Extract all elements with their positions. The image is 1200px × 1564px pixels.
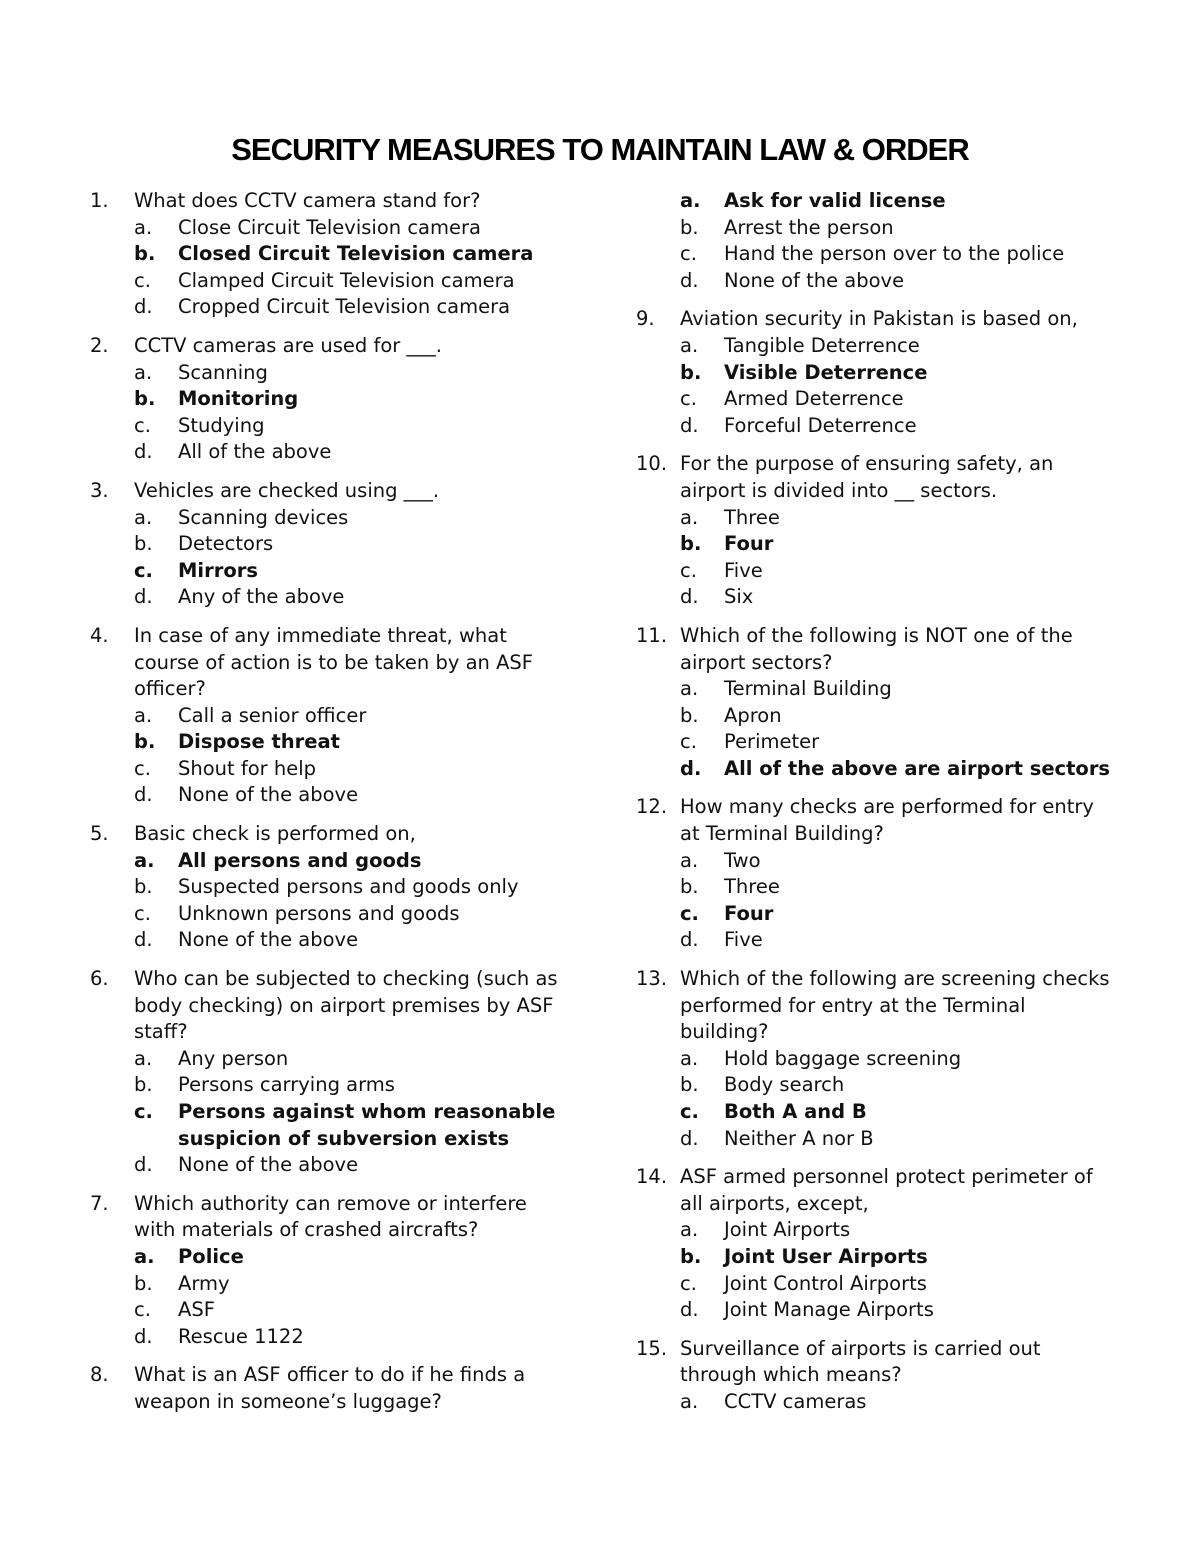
question-text: What is an ASF officer to do if he finds a weapon in someone’s luggage? <box>134 1363 526 1413</box>
option-text: All of the above <box>178 440 332 464</box>
answer-option <box>90 1324 570 1351</box>
question-number: 2. <box>90 333 109 357</box>
question-number: 15. <box>636 1336 668 1360</box>
answer-option <box>90 505 570 532</box>
answer-option <box>90 1072 570 1099</box>
option-letter: c. <box>134 558 153 582</box>
option-text: Suspected persons and goods only <box>178 875 519 899</box>
option-letter: d. <box>134 1153 153 1177</box>
question-number: 4. <box>90 623 109 647</box>
option-text: All of the above are airport sectors <box>724 756 1111 780</box>
option-letter: c. <box>134 413 151 437</box>
option-letter: d. <box>680 928 699 952</box>
option-text: Persons against whom reasonable suspicion of subversion exists <box>178 1100 556 1150</box>
option-text: Dispose threat <box>178 730 340 754</box>
option-text: Four <box>724 532 774 556</box>
answer-option <box>90 1297 570 1324</box>
option-letter: d. <box>680 1126 699 1150</box>
correct-answer-option <box>90 558 570 585</box>
option-text: Persons carrying arms <box>178 1073 395 1097</box>
option-letter: c. <box>134 1298 151 1322</box>
question-text: What does CCTV camera stand for? <box>134 189 481 212</box>
question-item <box>90 623 570 809</box>
option-letter: d. <box>134 783 153 807</box>
option-text: Joint Airports <box>724 1218 851 1242</box>
question-number: 3. <box>90 478 109 502</box>
question-text: For the purpose of ensuring safety, an airport is divided into __ sectors. <box>680 452 1054 502</box>
option-letter: a. <box>680 1389 699 1413</box>
option-letter: a. <box>134 505 153 529</box>
correct-answer-option <box>636 188 1116 215</box>
question-text: Which of the following is NOT one of the airport sectors? <box>680 623 1073 674</box>
answer-option <box>90 294 570 321</box>
option-text: Terminal Building <box>724 677 892 701</box>
option-letter: b. <box>680 532 702 556</box>
question-text: How many checks are performed for entry at Terminal Building? <box>680 795 1094 846</box>
correct-answer-option <box>636 1244 1116 1271</box>
option-text: Rescue 1122 <box>178 1324 304 1348</box>
answer-option <box>636 1297 1116 1324</box>
correct-answer-option <box>90 241 570 268</box>
question-item <box>90 333 570 466</box>
page-title: SECURITY MEASURES TO MAINTAIN LAW & ORDER <box>231 132 969 167</box>
question-number: 10. <box>636 452 668 476</box>
option-letter: c. <box>680 558 697 582</box>
answer-option <box>636 241 1116 268</box>
correct-answer-option <box>636 1099 1116 1126</box>
question-number: 5. <box>90 822 109 846</box>
question-item <box>90 821 570 954</box>
option-letter: b. <box>134 730 156 754</box>
question-text: Surveillance of airports is carried out through which means? <box>680 1336 1041 1387</box>
answer-option <box>90 1271 570 1298</box>
question-item <box>90 1191 570 1351</box>
answer-option <box>90 439 570 466</box>
option-text: Tangible Deterrence <box>724 333 920 357</box>
answer-option <box>90 703 570 730</box>
correct-answer-option <box>636 901 1116 928</box>
question-number: 1. <box>90 189 109 212</box>
option-letter: a. <box>134 703 153 727</box>
option-letter: d. <box>680 413 699 437</box>
option-text: Forceful Deterrence <box>724 413 917 437</box>
option-letter: d. <box>134 440 153 464</box>
option-letter: a. <box>134 215 153 239</box>
question-item <box>636 794 1116 954</box>
question-text: Vehicles are checked using ___. <box>134 478 440 502</box>
option-text: Three <box>724 875 780 899</box>
answer-option <box>636 268 1116 295</box>
answer-option <box>636 848 1116 875</box>
option-text: Five <box>724 928 763 952</box>
answer-option <box>90 360 570 387</box>
correct-answer-option <box>636 531 1116 558</box>
option-text: Visible Deterrence <box>724 360 928 384</box>
option-text: None of the above <box>178 928 359 952</box>
option-letter: b. <box>680 1244 702 1268</box>
option-letter: c. <box>680 242 697 266</box>
option-letter: d. <box>680 1298 699 1322</box>
question-number: 11. <box>636 623 668 647</box>
option-text: Scanning <box>178 360 268 384</box>
answer-option <box>636 584 1116 611</box>
answer-option <box>636 505 1116 532</box>
answer-option <box>636 215 1116 242</box>
option-text: Six <box>724 585 754 609</box>
option-text: Closed Circuit Television camera <box>178 242 534 266</box>
question-item <box>90 966 570 1179</box>
option-letter: a. <box>134 360 153 384</box>
option-text: None of the above <box>724 268 905 292</box>
question-item <box>636 623 1116 783</box>
option-letter: c. <box>680 730 697 754</box>
option-letter: c. <box>134 268 151 292</box>
option-letter: b. <box>680 360 702 384</box>
option-text: None of the above <box>178 783 359 807</box>
question-item <box>636 188 1116 294</box>
answer-option <box>636 1072 1116 1099</box>
option-letter: b. <box>134 1271 153 1295</box>
correct-answer-option <box>636 360 1116 387</box>
answer-option <box>636 1271 1116 1298</box>
answer-option <box>636 1046 1116 1073</box>
left-column <box>90 188 570 1428</box>
option-text: Two <box>724 848 761 872</box>
answer-option <box>636 703 1116 730</box>
answer-option <box>90 1046 570 1073</box>
question-text: CCTV cameras are used for ___. <box>134 333 442 357</box>
option-letter: c. <box>680 1100 699 1123</box>
answer-option <box>90 531 570 558</box>
option-letter: d. <box>680 268 699 292</box>
option-text: Clamped Circuit Television camera <box>178 268 515 292</box>
correct-answer-option <box>90 729 570 756</box>
correct-answer-option <box>90 386 570 413</box>
option-letter: a. <box>134 1244 155 1268</box>
option-text: Both A and B <box>724 1100 867 1123</box>
question-number: 12. <box>636 795 668 819</box>
option-text: Perimeter <box>724 730 820 754</box>
option-text: Armed Deterrence <box>724 387 904 411</box>
option-letter: d. <box>134 928 153 952</box>
correct-answer-option <box>90 1244 570 1271</box>
answer-option <box>90 901 570 928</box>
option-text: Joint Manage Airports <box>724 1298 934 1322</box>
option-text: Studying <box>178 413 265 437</box>
answer-option <box>636 676 1116 703</box>
question-number: 13. <box>636 967 668 991</box>
option-text: Four <box>724 901 774 925</box>
option-letter: a. <box>134 848 155 872</box>
option-text: Three <box>724 505 780 529</box>
option-letter: b. <box>680 875 699 899</box>
question-text: Basic check is performed on, <box>134 822 416 846</box>
question-item <box>636 1336 1116 1416</box>
question-item <box>90 188 570 321</box>
answer-option <box>636 558 1116 585</box>
answer-option <box>90 1152 570 1179</box>
option-letter: b. <box>680 703 699 727</box>
question-number: 7. <box>90 1191 109 1215</box>
question-text: Aviation security in Pakistan is based on, <box>680 307 1078 331</box>
option-text: Police <box>178 1244 244 1268</box>
option-text: Shout for help <box>178 756 317 780</box>
answer-option <box>636 386 1116 413</box>
option-letter: c. <box>680 387 697 411</box>
question-text: Which authority can remove or interfere with materials of crashed aircrafts? <box>134 1191 527 1242</box>
option-letter: b. <box>680 215 699 239</box>
option-text: ASF <box>178 1298 215 1322</box>
option-letter: c. <box>680 1271 697 1295</box>
option-letter: c. <box>134 1100 153 1123</box>
option-letter: b. <box>134 875 153 899</box>
option-letter: d. <box>680 756 702 780</box>
question-item <box>90 1362 570 1415</box>
question-number: 6. <box>90 967 109 991</box>
answer-option <box>90 874 570 901</box>
option-letter: a. <box>680 505 699 529</box>
question-number: 9. <box>636 307 655 331</box>
option-letter: a. <box>680 1046 699 1070</box>
option-text: Close Circuit Television camera <box>178 215 481 239</box>
option-text: None of the above <box>178 1153 359 1177</box>
option-letter: b. <box>134 1073 153 1097</box>
answer-option <box>636 413 1116 440</box>
option-text: Apron <box>724 703 782 727</box>
option-text: Monitoring <box>178 387 299 411</box>
answer-option <box>90 413 570 440</box>
answer-option <box>636 1389 1116 1416</box>
option-letter: a. <box>680 677 699 701</box>
option-letter: d. <box>134 1324 153 1348</box>
right-column <box>636 188 1116 1428</box>
answer-option <box>636 874 1116 901</box>
option-text: Arrest the person <box>724 215 894 239</box>
option-text: Call a senior officer <box>178 703 367 727</box>
option-letter: a. <box>680 1218 699 1242</box>
option-letter: a. <box>680 848 699 872</box>
option-letter: c. <box>134 901 151 925</box>
option-text: Neither A nor B <box>724 1126 874 1150</box>
option-text: Unknown persons and goods <box>178 901 460 925</box>
option-letter: d. <box>680 585 699 609</box>
option-text: Detectors <box>178 532 274 556</box>
option-text: Joint Control Airports <box>724 1271 927 1295</box>
correct-answer-option <box>90 848 570 875</box>
question-text: In case of any immediate threat, what course of action is to be taken by an ASF officer? <box>134 623 534 701</box>
option-text: Army <box>178 1271 230 1295</box>
answer-option <box>636 729 1116 756</box>
option-text: Hand the person over to the police <box>724 242 1065 266</box>
option-text: Ask for valid license <box>724 189 946 212</box>
option-letter: b. <box>134 532 153 556</box>
correct-answer-option <box>90 1099 570 1152</box>
option-text: Any of the above <box>178 585 345 609</box>
option-text: Any person <box>178 1046 289 1070</box>
option-letter: b. <box>134 387 156 411</box>
question-item <box>636 306 1116 439</box>
answer-option <box>636 333 1116 360</box>
answer-option <box>90 927 570 954</box>
option-text: All persons and goods <box>178 848 422 872</box>
question-text: Who can be subjected to checking (such as body checking) on airport premises by ASF staff? <box>134 967 558 1044</box>
option-text: Scanning devices <box>178 505 349 529</box>
option-letter: c. <box>680 901 699 925</box>
answer-option <box>636 1126 1116 1153</box>
question-item <box>636 1164 1116 1324</box>
option-letter: d. <box>134 295 153 319</box>
question-number: 8. <box>90 1363 109 1387</box>
option-text: Hold baggage screening <box>724 1046 962 1070</box>
answer-option <box>636 927 1116 954</box>
option-letter: a. <box>680 333 699 357</box>
option-text: Cropped Circuit Television camera <box>178 295 511 319</box>
option-letter: a. <box>680 189 701 212</box>
option-letter: b. <box>680 1073 699 1097</box>
question-item <box>90 478 570 611</box>
option-text: Mirrors <box>178 558 258 582</box>
option-text: Joint User Airports <box>724 1244 928 1268</box>
answer-option <box>90 268 570 295</box>
option-letter: b. <box>134 242 156 266</box>
question-text: ASF armed personnel protect perimeter of all airports, except, <box>680 1165 1093 1215</box>
option-letter: a. <box>134 1046 153 1070</box>
option-text: Five <box>724 558 763 582</box>
option-text: Body search <box>724 1073 845 1097</box>
answer-option <box>90 782 570 809</box>
option-letter: d. <box>134 585 153 609</box>
question-text: Which of the following are screening checks performed for entry at the Terminal building? <box>680 967 1110 1044</box>
correct-answer-option <box>636 756 1116 783</box>
question-number: 14. <box>636 1165 668 1189</box>
option-text: CCTV cameras <box>724 1389 867 1413</box>
option-letter: c. <box>134 756 151 780</box>
answer-option <box>636 1217 1116 1244</box>
answer-option <box>90 215 570 242</box>
question-item <box>636 966 1116 1152</box>
question-item <box>636 451 1116 611</box>
answer-option <box>90 756 570 783</box>
answer-option <box>90 584 570 611</box>
